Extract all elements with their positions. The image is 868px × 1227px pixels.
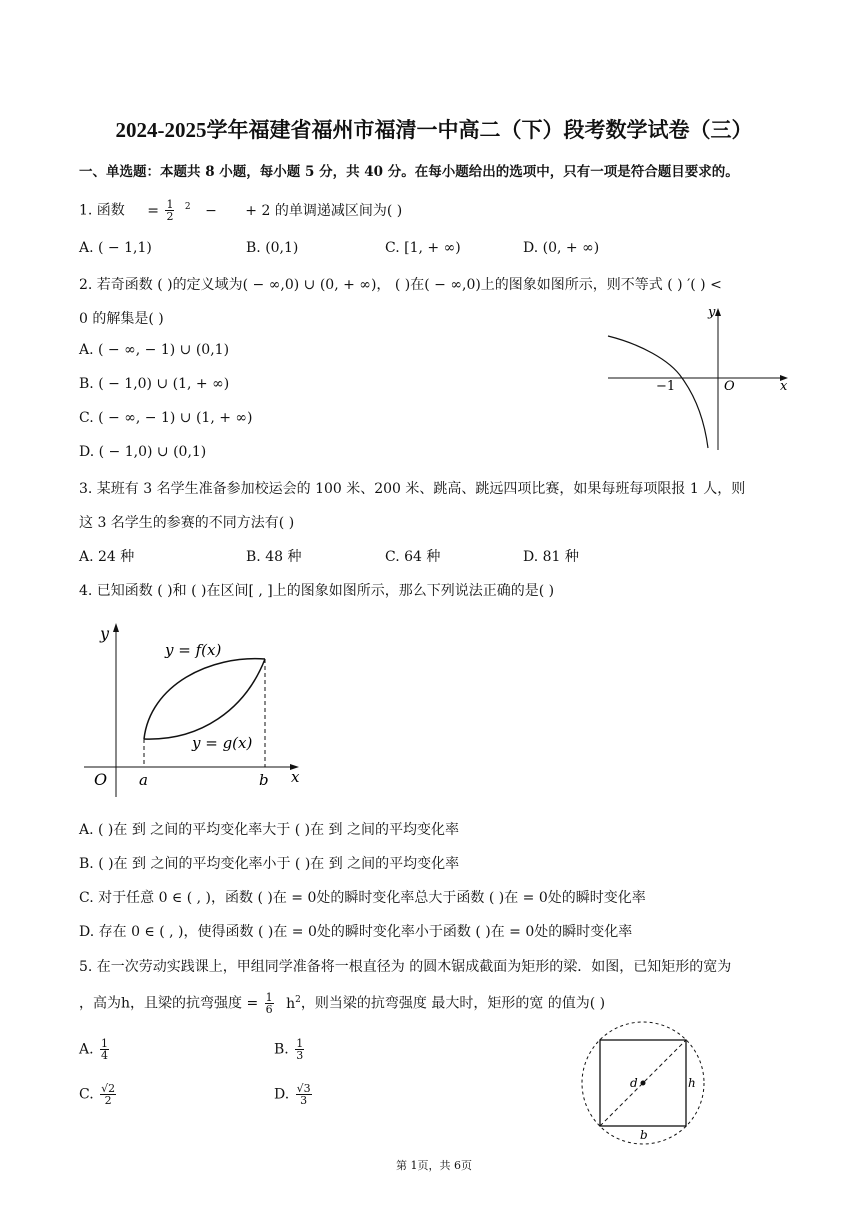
q5-option-a-label: A. [79, 1041, 94, 1058]
q2-y-label: y [708, 305, 716, 320]
q1-frac-num: 1 [166, 198, 174, 211]
q4-g-curve [144, 659, 265, 739]
q1-fraction [165, 199, 174, 222]
q5-h-label: h [688, 1076, 696, 1090]
q3-option-b: B. 48 种 [246, 549, 302, 565]
q4-option-c: C. 对于任意 0 ∈ ( , )，函数 ( )在 = 0处的瞬时变化率总大于函数 ( )在 = 0处的瞬时变化率 [79, 890, 646, 906]
q4-f-label: y = f(x) [165, 641, 222, 659]
q5-fraction [265, 992, 274, 1015]
q5-graph [578, 1020, 713, 1150]
q2-x-label: x [780, 379, 788, 394]
q5-option-a [79, 1038, 111, 1061]
q2-option-d: D. ( − 1,0) ∪ (0,1) [79, 444, 207, 460]
section-heading: 一、单选题：本题共 8 小题，每小题 5 分，共 40 分。在每小题给出的选项中，只有一项是符合题目要求的。 [79, 164, 739, 180]
q1-option-a: A. ( − 1,1) [79, 240, 152, 256]
q2-neg1-label: −1 [656, 379, 676, 394]
q4-origin-label: O [94, 770, 108, 789]
q5-sup: 2 [295, 994, 301, 1005]
q1-sup: 2 [184, 201, 191, 212]
question-1-stem [79, 199, 402, 222]
question-4-stem: 4. 已知函数 ( )和 ( )在区间[ , ]上的图象如图所示，那么下列说法正确的是( ) [79, 583, 555, 599]
q1-suffix: + 2 的单调递减区间为( ) [245, 202, 403, 219]
q5-option-b-den: 3 [296, 1049, 304, 1062]
q4-y-label: y [100, 624, 110, 643]
q4-y-arrow-icon [113, 623, 119, 632]
question-5-line1: 5. 在一次劳动实践课上，甲组同学准备将一根直径为 的圆木锯成截面为矩形的梁．如图，已知矩形的宽为 [79, 959, 732, 975]
question-2-line1: 2. 若奇函数 ( )的定义域为( − ∞,0) ∪ (0, + ∞)， ( )在( − ∞,0)上的图象如图所示，则不等式 ( ) ′( ) < [79, 277, 722, 293]
q5-line2-c: ，则当梁的抗弯强度 最大时，矩形的宽 的值为( ) [300, 995, 606, 1012]
q5-option-b-frac [295, 1038, 304, 1061]
q5-option-b-num: 1 [296, 1037, 304, 1050]
q5-option-b-label: B. [274, 1041, 289, 1058]
q5-option-c-num: √2 [101, 1082, 116, 1095]
q3-option-a: A. 24 种 [79, 549, 135, 565]
question-5-line2 [79, 992, 605, 1015]
q5-option-d-den: 3 [300, 1094, 308, 1107]
q5-option-a-frac [100, 1038, 109, 1061]
q5-option-d-frac [296, 1083, 312, 1106]
q2-origin-label: O [724, 379, 735, 394]
q2-graph [600, 300, 800, 455]
q1-option-b: B. (0,1) [246, 240, 299, 256]
q5-option-c-frac [100, 1083, 116, 1106]
q5-option-c-den: 2 [104, 1094, 112, 1107]
q5-frac-num: 1 [265, 991, 273, 1004]
q1-option-c: C. [1, + ∞) [385, 240, 461, 256]
q5-option-b [274, 1038, 306, 1061]
q4-option-d: D. 存在 0 ∈ ( , )，使得函数 ( )在 = 0处的瞬时变化率小于函数 ( )在 = 0处的瞬时变化率 [79, 924, 633, 940]
q5-line2-a: ，高为h，且梁的抗弯强度 = [79, 995, 259, 1012]
q5-d-label: d [630, 1076, 638, 1090]
q5-option-d-num: √3 [296, 1082, 311, 1095]
q4-g-label: y = g(x) [192, 734, 253, 752]
q5-option-c-label: C. [79, 1086, 94, 1103]
q4-a-label: a [139, 771, 148, 789]
question-2-line2: 0 的解集是( ) [79, 311, 164, 327]
page-footer: 第 1页，共 6页 [396, 1159, 472, 1172]
q5-option-a-den: 4 [101, 1049, 109, 1062]
q2-option-c: C. ( − ∞, − 1) ∪ (1, + ∞) [79, 410, 253, 426]
q5-line2-h: h [286, 995, 296, 1012]
q1-minus: − [205, 202, 217, 219]
q5-option-a-num: 1 [101, 1037, 109, 1050]
q2-y-arrow-icon [715, 308, 721, 316]
q5-center-dot [641, 1081, 646, 1086]
q5-option-d [274, 1083, 314, 1106]
question-3-line1: 3. 某班有 3 名学生准备参加校运会的 100 米、200 米、跳高、跳远四项比赛，如果每班每项限报 1 人，则 [79, 481, 746, 497]
q1-option-d: D. (0, + ∞) [523, 240, 600, 256]
q3-option-c: C. 64 种 [385, 549, 441, 565]
q1-prefix: 1. 函数 [79, 202, 125, 219]
q5-b-label: b [640, 1128, 648, 1142]
q4-graph [80, 615, 310, 800]
q4-x-label: x [291, 768, 300, 786]
question-3-line2: 这 3 名学生的参赛的不同方法有( ) [79, 515, 295, 531]
q2-option-a: A. ( − ∞, − 1) ∪ (0,1) [79, 342, 230, 358]
q1-eq: = [147, 202, 159, 219]
q5-option-d-label: D. [274, 1086, 290, 1103]
q3-option-d: D. 81 种 [523, 549, 579, 565]
page-title: 2024-2025学年福建省福州市福清一中高二（下）段考数学试卷（三） [115, 118, 753, 142]
q4-option-b: B. ( )在 到 之间的平均变化率小于 ( )在 到 之间的平均变化率 [79, 856, 460, 872]
q1-frac-den: 2 [166, 210, 174, 223]
q4-b-label: b [259, 771, 269, 789]
q4-option-a: A. ( )在 到 之间的平均变化率大于 ( )在 到 之间的平均变化率 [79, 822, 460, 838]
q2-option-b: B. ( − 1,0) ∪ (1, + ∞) [79, 376, 230, 392]
q5-option-c [79, 1083, 118, 1106]
q5-frac-den: 6 [265, 1003, 273, 1016]
